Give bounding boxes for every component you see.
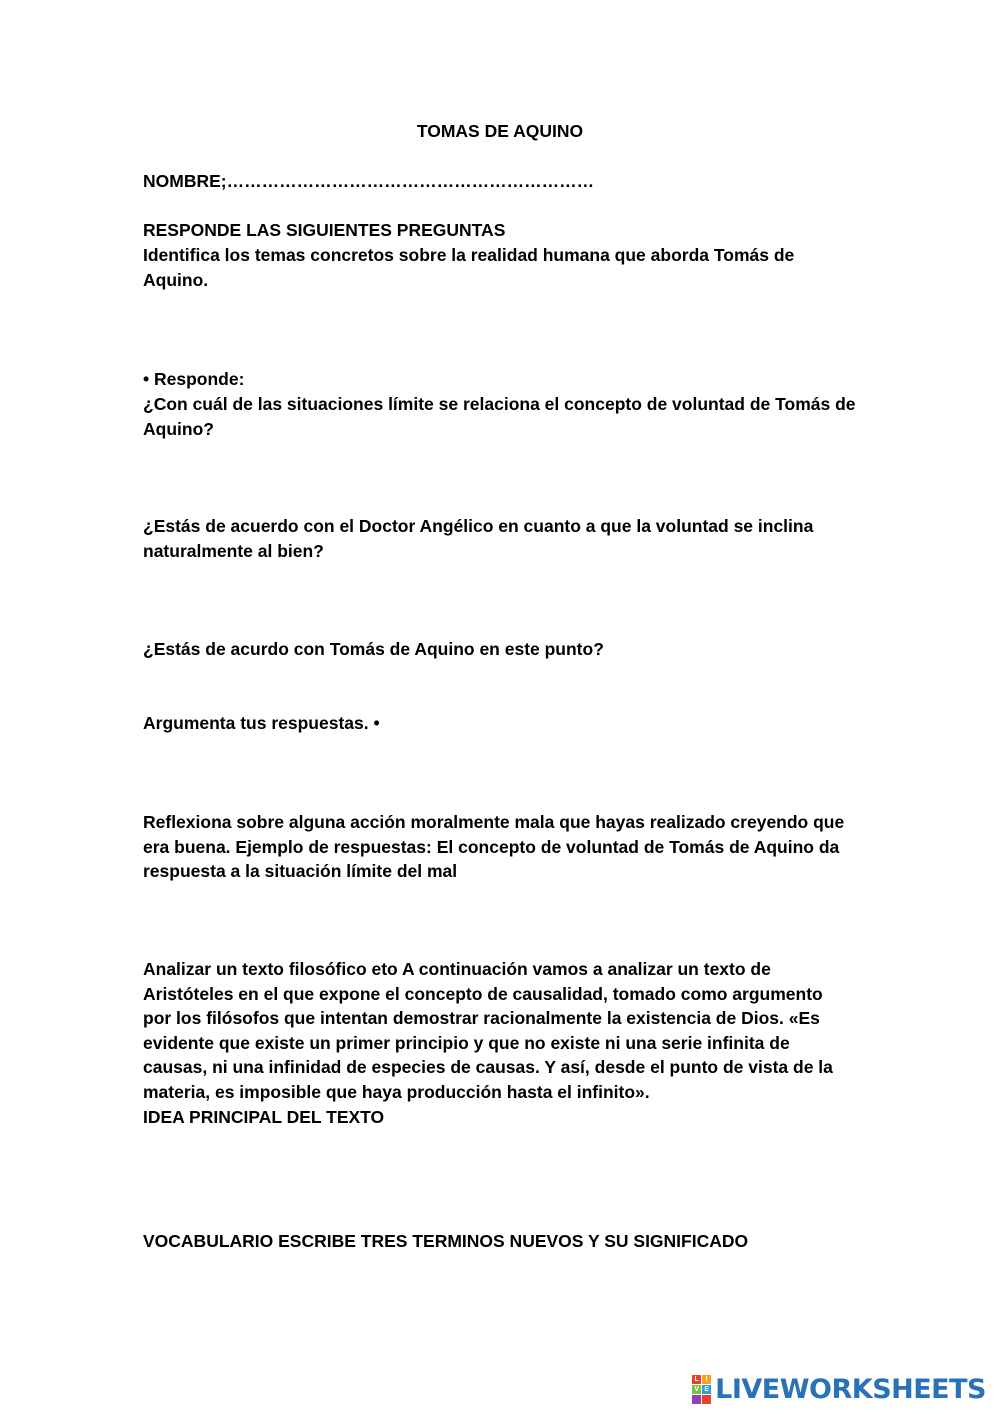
question-line: Identifica los temas concretos sobre la realidad humana que aborda Tomás de (143, 245, 795, 265)
paragraph-line: evidente que existe un primer principio y que no existe ni una serie infinita de (143, 1032, 790, 1053)
question-line: ¿Estás de acuerdo con el Doctor Angélico en cuanto a que la voluntad se inclina (143, 516, 814, 536)
question-line: respuesta a la situación límite del mal (143, 861, 458, 882)
paragraph-line: por los filósofos que intentan demostrar racionalmente la existencia de Dios. «Es (143, 1008, 820, 1029)
page-title: TOMAS DE AQUINO (416, 121, 584, 141)
responde-bullet: • Responde: (143, 369, 245, 389)
logo-square (692, 1395, 701, 1404)
question-line: naturalmente al bien? (143, 540, 324, 561)
question-reflexiona (143, 810, 863, 884)
question-acuerdo: ¿Estás de acurdo con Tomás de Aquino en este punto? (143, 639, 604, 659)
logo-square: I (702, 1375, 711, 1384)
name-field: NOMBRE;……………………………………………………… (143, 171, 595, 191)
paragraph-line: Aristóteles en el que expone el concepto de causalidad, tomado como argumento (143, 983, 823, 1004)
paragraph-line: materia, es imposible que haya producción hasta el infinito». (143, 1081, 650, 1102)
question-line: Reflexiona sobre alguna acción moralmente mala que hayas realizado creyendo que (143, 812, 845, 832)
question-argumenta: Argumenta tus respuestas. • (143, 713, 380, 733)
question-doctor-angelico (143, 514, 863, 563)
text-analysis-paragraph (143, 957, 863, 1129)
question-situaciones-limite (143, 392, 863, 441)
logo-square (702, 1395, 711, 1404)
logo-square: L (692, 1375, 701, 1384)
question-line: Aquino. (143, 269, 209, 290)
question-line: Aquino? (143, 418, 214, 439)
question-line: era buena. Ejemplo de respuestas: El concepto de voluntad de Tomás de Aquino da (143, 836, 840, 857)
vocabulario-heading: VOCABULARIO ESCRIBE TRES TERMINOS NUEVOS Y SU SIGNIFICADO (143, 1231, 749, 1251)
question-line: ¿Con cuál de las situaciones límite se relaciona el concepto de voluntad de Tomás de (143, 394, 856, 414)
logo-square: V (692, 1385, 701, 1394)
liveworksheets-logo (692, 1374, 986, 1405)
section-header: RESPONDE LAS SIGUIENTES PREGUNTAS (143, 220, 506, 240)
idea-principal-heading: IDEA PRINCIPAL DEL TEXTO (143, 1106, 385, 1127)
logo-squares-icon (692, 1375, 711, 1404)
paragraph-line: causas, ni una infinidad de especies de causas. Y así, desde el punto de vista de la (143, 1057, 833, 1078)
logo-text: LIVEWORKSHEETS (715, 1374, 986, 1405)
paragraph-line: Analizar un texto filosófico eto A continuación vamos a analizar un texto de (143, 959, 771, 979)
logo-square: E (702, 1385, 711, 1394)
question-temas (143, 243, 863, 292)
